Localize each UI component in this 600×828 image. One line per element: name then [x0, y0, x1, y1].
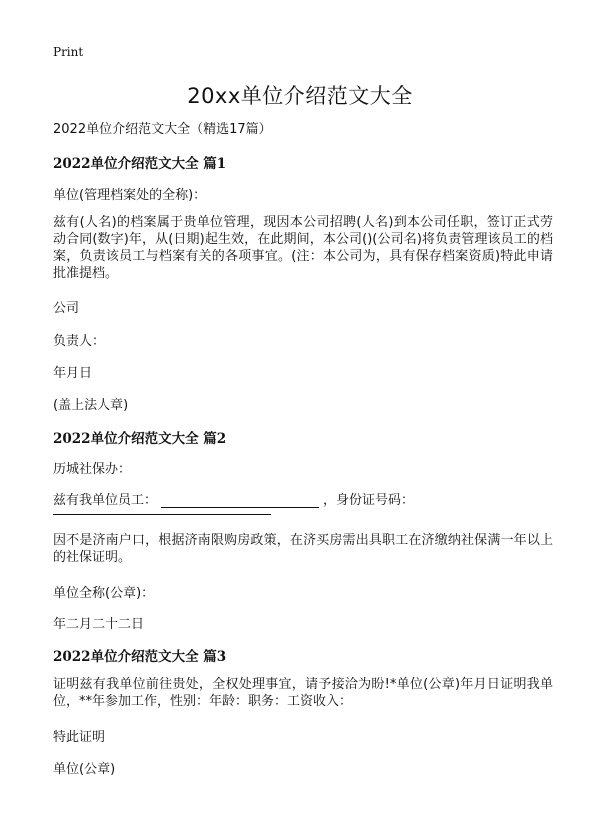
document-title: 20xx单位介绍范文大全: [187, 84, 413, 108]
section1-recipient: 单位(管理档案处的全称)：: [53, 188, 207, 203]
id-number-blank: [53, 514, 271, 515]
section2-body: 因不是济南户口，根据济南限购房政策，在济买房需出具职工在济缴纳社保满一年以上的社保证明。: [53, 533, 553, 565]
section1-seal: (盖上法人章): [53, 398, 129, 413]
section1-heading: 2022单位介绍范文大全 篇1: [53, 156, 227, 172]
section3-unit: 单位(公章): [53, 762, 116, 777]
section1-person-in-charge: 负责人：: [53, 334, 106, 349]
section2-date: 年二月二十二日: [53, 617, 145, 632]
employee-prefix: 兹有我单位员工：: [53, 493, 158, 508]
section3-body: 证明兹有我单位前往贵处，全权处理事宜，请予接洽为盼!*单位(公章)年月日证明我单位，**年参加工作，性别：年龄：职务：工资收入：: [53, 677, 553, 709]
section2-unit-name: 单位全称(公章)：: [53, 586, 155, 601]
section3-heading: 2022单位介绍范文大全 篇3: [53, 649, 227, 665]
section1-date: 年月日: [53, 366, 93, 381]
employee-name-blank: [161, 493, 319, 508]
print-link[interactable]: Print: [53, 45, 84, 59]
section2-employee-line: [53, 489, 414, 508]
document-subtitle: 2022单位介绍范文大全（精选17篇）: [53, 122, 272, 137]
id-label: ，身份证号码：: [323, 493, 415, 508]
section1-company: 公司: [53, 301, 80, 316]
section3-certify: 特此证明: [53, 730, 106, 745]
section2-recipient: 历城社保办：: [53, 462, 132, 477]
section2-heading: 2022单位介绍范文大全 篇2: [53, 431, 227, 447]
section1-body: 兹有(人名)的档案属于贵单位管理，现因本公司招聘(人名)到本公司任职，签订正式劳动合同(数字)年，从(日期)起生效，在此期间，本公司()(公司名)将负责管理该员工的档案，负责该员工与档案有关的各项事宜。(注：本公司为，具有保存档案资质)特此申请批准提档。: [53, 215, 553, 281]
